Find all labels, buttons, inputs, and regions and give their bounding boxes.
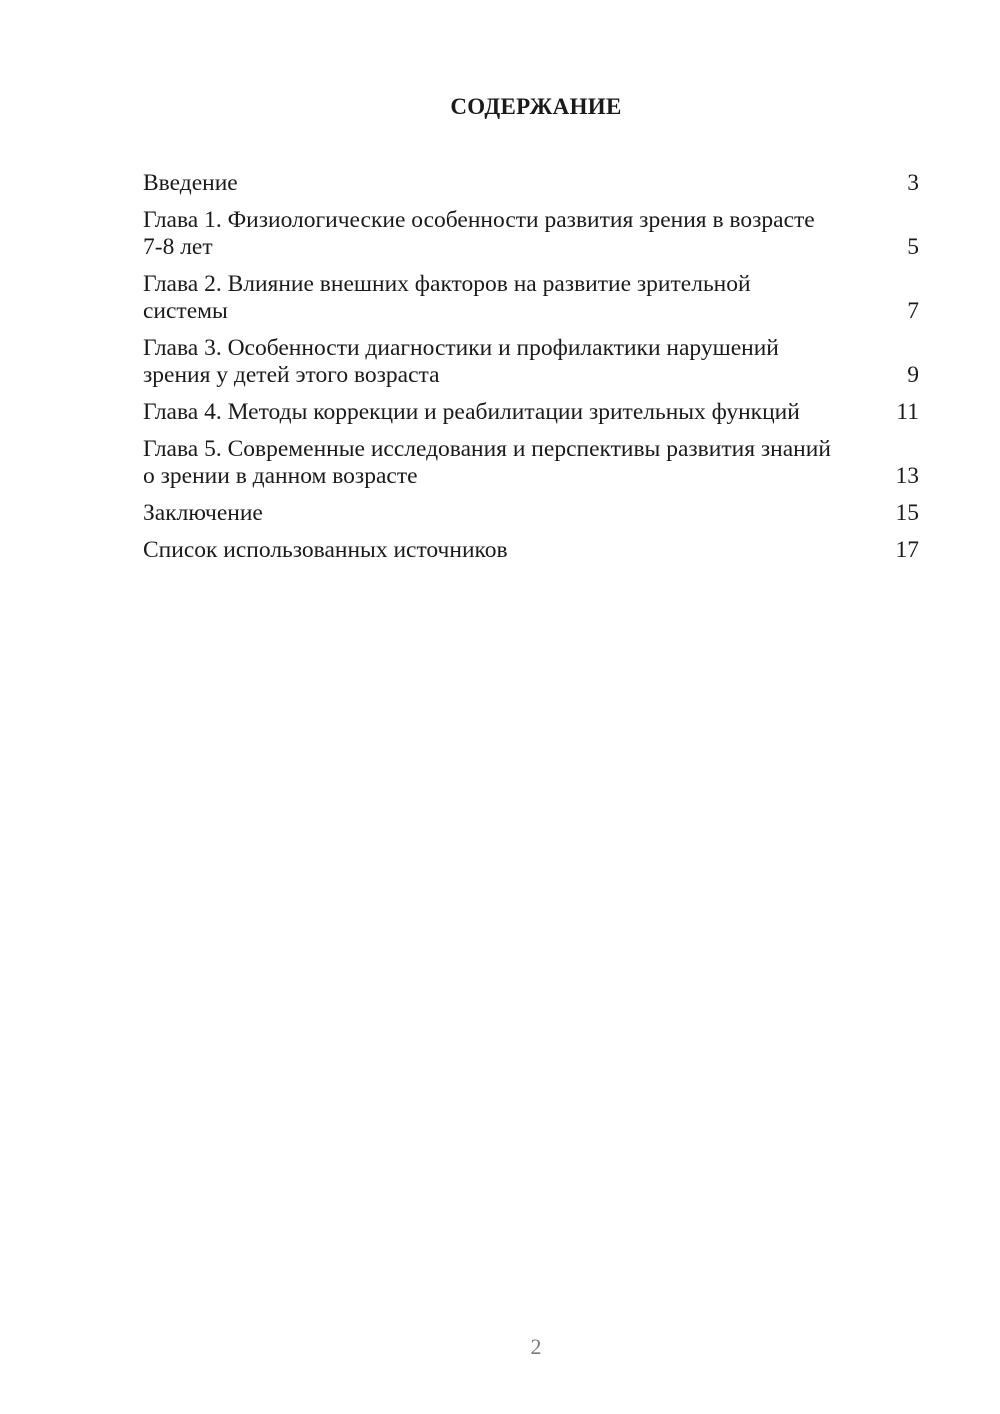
toc-entry-page: 13	[895, 463, 919, 489]
page-number: 2	[530, 1334, 542, 1359]
toc-entry-page: 11	[896, 399, 919, 425]
toc-entry-chapter-2	[143, 271, 919, 325]
toc-entry-page: 7	[907, 298, 919, 324]
toc-entry-label: Список использованных источников	[143, 537, 508, 563]
toc-entry-label: Заключение	[143, 500, 263, 526]
toc-entry-conclusion	[143, 500, 919, 527]
toc-entry-page: 9	[907, 362, 919, 388]
toc-entry-page: 15	[895, 500, 919, 526]
toc-entry-label: Глава 4. Методы коррекции и реабилитации зрительных функций	[143, 399, 800, 425]
toc-entry-label: Глава 3. Особенности диагностики и профилактики нарушений зрения у детей этого возраста	[143, 335, 779, 388]
toc-entry-label: Глава 5. Современные исследования и перспективы развития знаний о зрении в данном возрасте	[143, 436, 831, 489]
toc-entry-page: 3	[907, 170, 919, 196]
toc-entry-label: Глава 1. Физиологические особенности развития зрения в возрасте 7-8 лет	[143, 207, 815, 260]
toc-entry-chapter-5	[143, 436, 919, 490]
toc-entry-references	[143, 537, 919, 564]
table-of-contents	[143, 170, 919, 574]
toc-entry-introduction	[143, 170, 919, 197]
toc-entry-page: 5	[907, 234, 919, 260]
toc-entry-page: 17	[895, 537, 919, 563]
toc-entry-chapter-1	[143, 207, 919, 261]
toc-title: СОДЕРЖАНИЕ	[450, 94, 622, 119]
toc-entry-label: Глава 2. Влияние внешних факторов на развитие зрительной системы	[143, 271, 751, 324]
toc-entry-chapter-3	[143, 335, 919, 389]
toc-entry-label: Введение	[143, 170, 238, 196]
toc-entry-chapter-4	[143, 399, 919, 426]
